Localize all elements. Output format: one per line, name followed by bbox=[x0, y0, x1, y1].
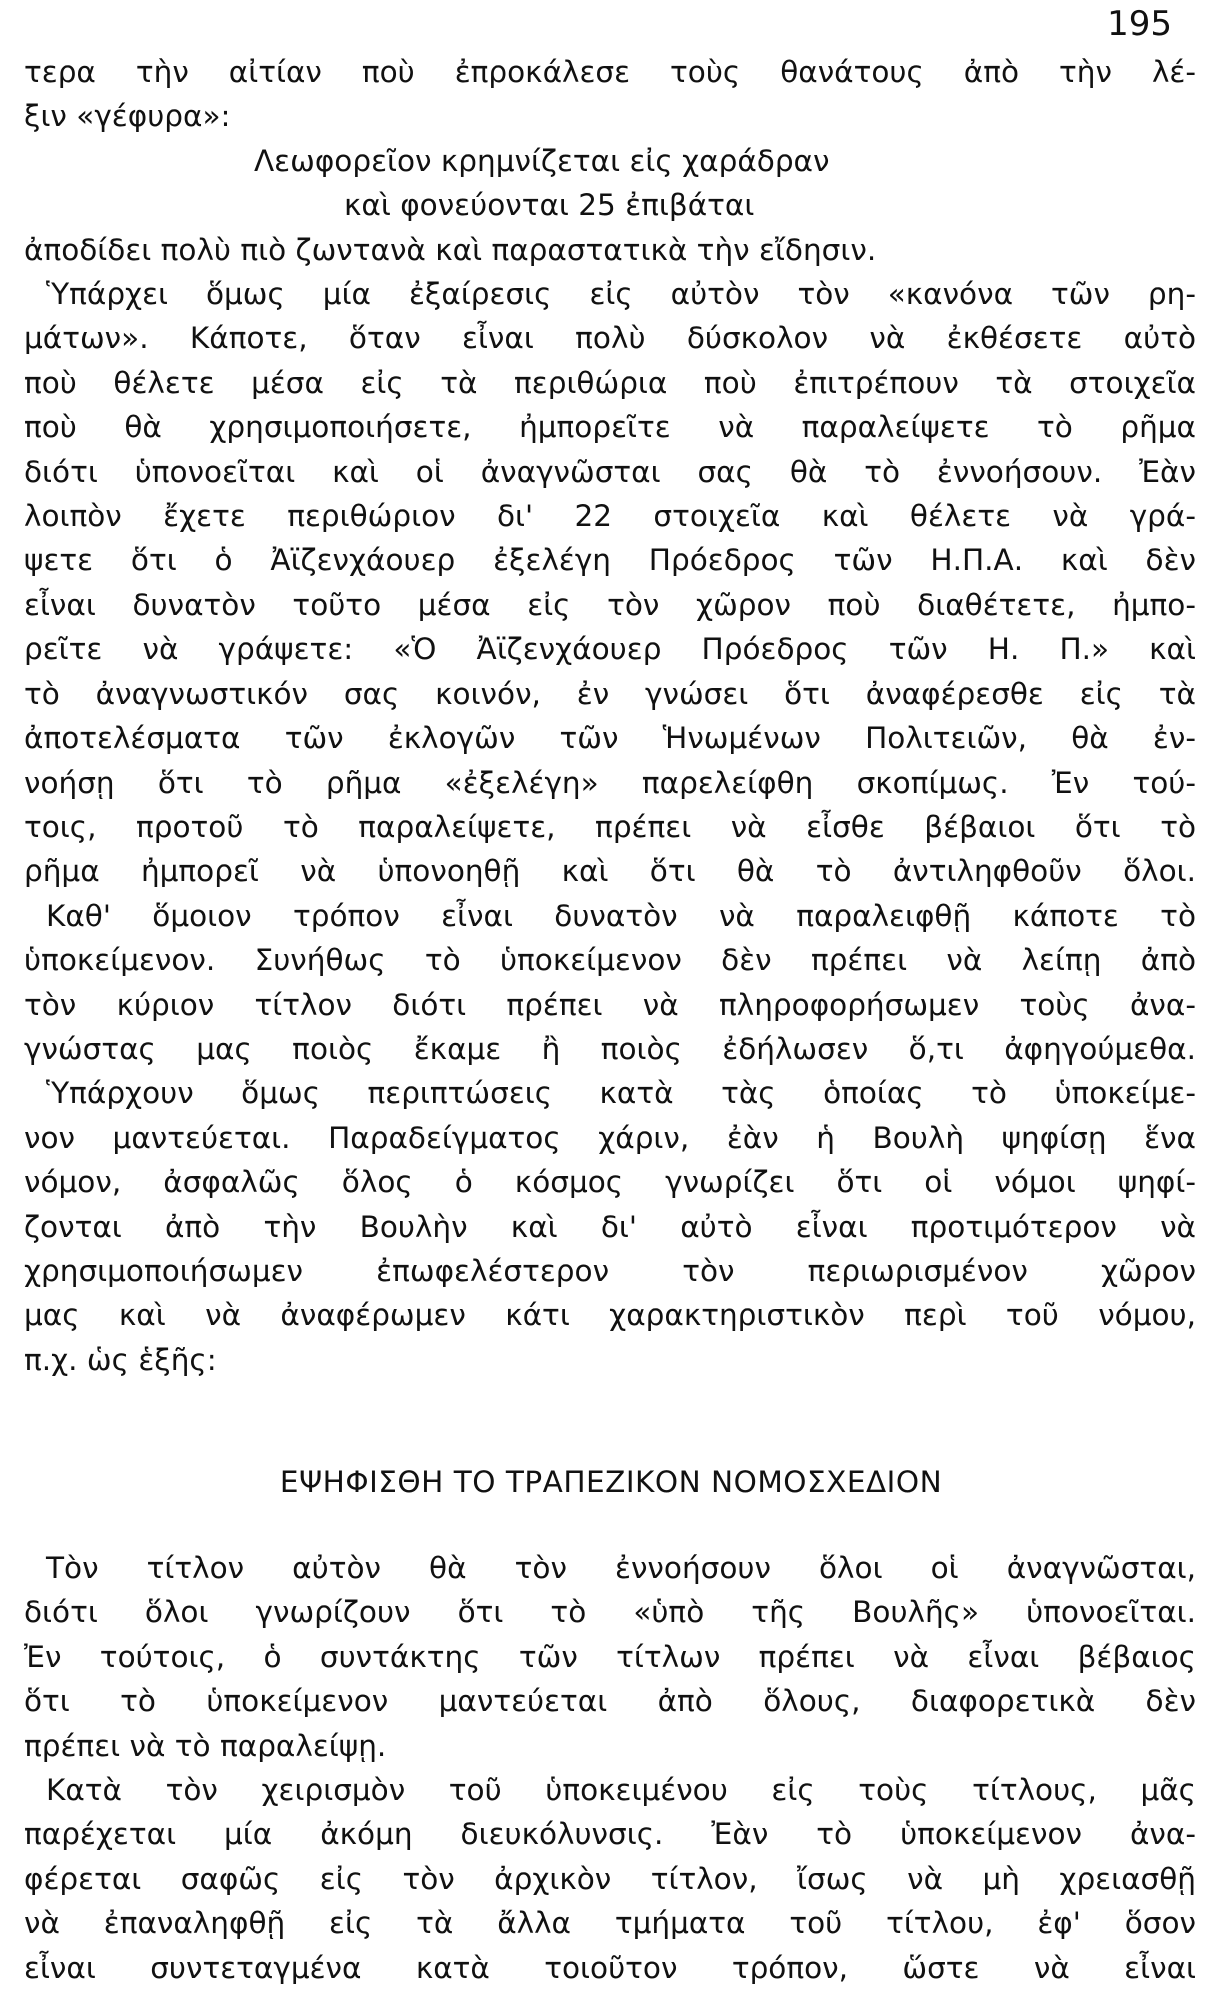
text-line: νοήσῃ ὅτι τὸ ρῆμα «ἐξελέγη» παρελείφθη σκοπίμως. Ἐν τού- bbox=[24, 765, 1196, 800]
text-line: Ἐν τούτοις, ὁ συντάκτης τῶν τίτλων πρέπει νὰ εἶναι βέβαιος bbox=[24, 1639, 1196, 1674]
text-line: ψετε ὅτι ὁ Ἀϊζενχάουερ ἐξελέγη Πρόεδρος τῶν Η.Π.Α. καὶ δὲν bbox=[24, 543, 1196, 578]
text-line: τὸν κύριον τίτλον διότι πρέπει νὰ πληροφορήσωμεν τοὺς ἀνα- bbox=[24, 987, 1196, 1022]
example-title-heading: ΕΨΗΦΙΣΘΗ ΤΟ ΤΡΑΠΕΖΙΚΟΝ ΝΟΜΟΣΧΕΔΙΟΝ bbox=[279, 1465, 943, 1499]
text-line: Ὑπάρχουν ὅμως περιπτώσεις κατὰ τὰς ὁποίας τὸ ὑποκείμε- bbox=[46, 1076, 1196, 1111]
text-line: χρησιμοποιήσωμεν ἐπωφελέστερον τὸν περιωρισμένον χῶρον bbox=[24, 1253, 1196, 1288]
text-line: πρέπει νὰ τὸ παραλείψῃ. bbox=[24, 1728, 387, 1763]
text-line: ξιν «γέφυρα»: bbox=[24, 99, 231, 134]
text-line: διότι ὑπονοεῖται καὶ οἱ ἀναγνῶσται σας θὰ τὸ ἐννοήσουν. Ἐὰν bbox=[24, 454, 1196, 489]
text-line: ὅτι τὸ ὑποκείμενον μαντεύεται ἀπὸ ὅλους, διαφορετικὰ δὲν bbox=[24, 1684, 1196, 1719]
text-line: μας καὶ νὰ ἀναφέρωμεν κάτι χαρακτηριστικὸν περὶ τοῦ νόμου, bbox=[24, 1298, 1196, 1333]
example-headline-line: Λεωφορεῖον κρημνίζεται εἰς χαράδραν bbox=[254, 143, 830, 178]
page-number: 195 bbox=[1107, 4, 1172, 44]
text-line: ζονται ἀπὸ τὴν Βουλὴν καὶ δι' αὐτὸ εἶναι προτιμότερον νὰ bbox=[24, 1209, 1196, 1244]
text-line: λοιπὸν ἔχετε περιθώριον δι' 22 στοιχεῖα καὶ θέλετε νὰ γρά- bbox=[24, 499, 1196, 534]
text-line: διότι ὅλοι γνωρίζουν ὅτι τὸ «ὑπὸ τῆς Βουλῆς» ὑπονοεῖται. bbox=[24, 1595, 1196, 1630]
text-line: ἀποδίδει πολὺ πιὸ ζωντανὰ καὶ παραστατικὰ τὴν εἴδησιν. bbox=[24, 232, 877, 267]
text-line: παρέχεται μία ἀκόμη διευκόλυνσις. Ἐὰν τὸ ὑποκείμενον ἀνα- bbox=[24, 1817, 1196, 1852]
text-line: ποὺ θὰ χρησιμοποιήσετε, ἠμπορεῖτε νὰ παραλείψετε τὸ ρῆμα bbox=[24, 410, 1196, 445]
text-line: ρεῖτε νὰ γράψετε: «Ὁ Ἀϊζενχάουερ Πρόεδρος τῶν Η. Π.» καὶ bbox=[24, 632, 1196, 667]
text-line: π.χ. ὡς ἑξῆς: bbox=[24, 1342, 217, 1377]
text-line: μάτων». Κάποτε, ὅταν εἶναι πολὺ δύσκολον νὰ ἐκθέσετε αὐτὸ bbox=[24, 321, 1196, 356]
text-line: ἀποτελέσματα τῶν ἐκλογῶν τῶν Ἡνωμένων Πολιτειῶν, θὰ ἐν- bbox=[24, 721, 1196, 756]
text-line: ρῆμα ἠμπορεῖ νὰ ὑπονοηθῇ καὶ ὅτι θὰ τὸ ἀντιληφθοῦν ὅλοι. bbox=[24, 854, 1196, 889]
top-paragraph bbox=[24, 50, 1196, 1382]
text-line: τὸ ἀναγνωστικόν σας κοινόν, ἐν γνώσει ὅτι ἀναφέρεσθε εἰς τὰ bbox=[24, 676, 1196, 711]
text-line: γνώστας μας ποιὸς ἔκαμε ἢ ποιὸς ἐδήλωσεν ὅ,τι ἀφηγούμεθα. bbox=[24, 1031, 1196, 1066]
bottom-paragraph bbox=[24, 1546, 1196, 1990]
text-line: ποὺ θέλετε μέσα εἰς τὰ περιθώρια ποὺ ἐπιτρέπουν τὰ στοιχεῖα bbox=[24, 365, 1196, 400]
text-line: τερα τὴν αἰτίαν ποὺ ἐπροκάλεσε τοὺς θανάτους ἀπὸ τὴν λέ- bbox=[24, 55, 1196, 89]
example-headline-line: καὶ φονεύονται 25 ἐπιβάται bbox=[344, 188, 755, 223]
text-line: ὑποκείμενον. Συνήθως τὸ ὑποκείμενον δὲν πρέπει νὰ λείπῃ ἀπὸ bbox=[24, 943, 1196, 978]
text-line: Τὸν τίτλον αὐτὸν θὰ τὸν ἐννοήσουν ὅλοι οἱ ἀναγνῶσται, bbox=[46, 1551, 1196, 1585]
text-line: νόμον, ἀσφαλῶς ὅλος ὁ κόσμος γνωρίζει ὅτι οἱ νόμοι ψηφί- bbox=[24, 1165, 1196, 1200]
text-line: Ὑπάρχει ὅμως μία ἐξαίρεσις εἰς αὐτὸν τὸν «κανόνα τῶν ρη- bbox=[46, 277, 1196, 312]
text-line: εἶναι δυνατὸν τοῦτο μέσα εἰς τὸν χῶρον ποὺ διαθέτετε, ἠμπο- bbox=[24, 587, 1196, 622]
text-line: φέρεται σαφῶς εἰς τὸν ἀρχικὸν τίτλον, ἴσως νὰ μὴ χρειασθῇ bbox=[24, 1861, 1196, 1896]
text-line: νον μαντεύεται. Παραδείγματος χάριν, ἐὰν ἡ Βουλὴ ψηφίσῃ ἕνα bbox=[24, 1120, 1196, 1155]
text-line: τοις, προτοῦ τὸ παραλείψετε, πρέπει νὰ εἶσθε βέβαιοι ὅτι τὸ bbox=[24, 809, 1196, 844]
text-line: Κατὰ τὸν χειρισμὸν τοῦ ὑποκειμένου εἰς τοὺς τίτλους, μᾶς bbox=[46, 1773, 1196, 1808]
text-line: εἶναι συντεταγμένα κατὰ τοιοῦτον τρόπον, ὥστε νὰ εἶναι bbox=[24, 1950, 1196, 1985]
text-line: Καθ' ὅμοιον τρόπον εἶναι δυνατὸν νὰ παραλειφθῇ κάποτε τὸ bbox=[46, 898, 1196, 933]
text-line: νὰ ἐπαναληφθῇ εἰς τὰ ἄλλα τμήματα τοῦ τίτλου, ἐφ' ὅσον bbox=[24, 1906, 1196, 1941]
